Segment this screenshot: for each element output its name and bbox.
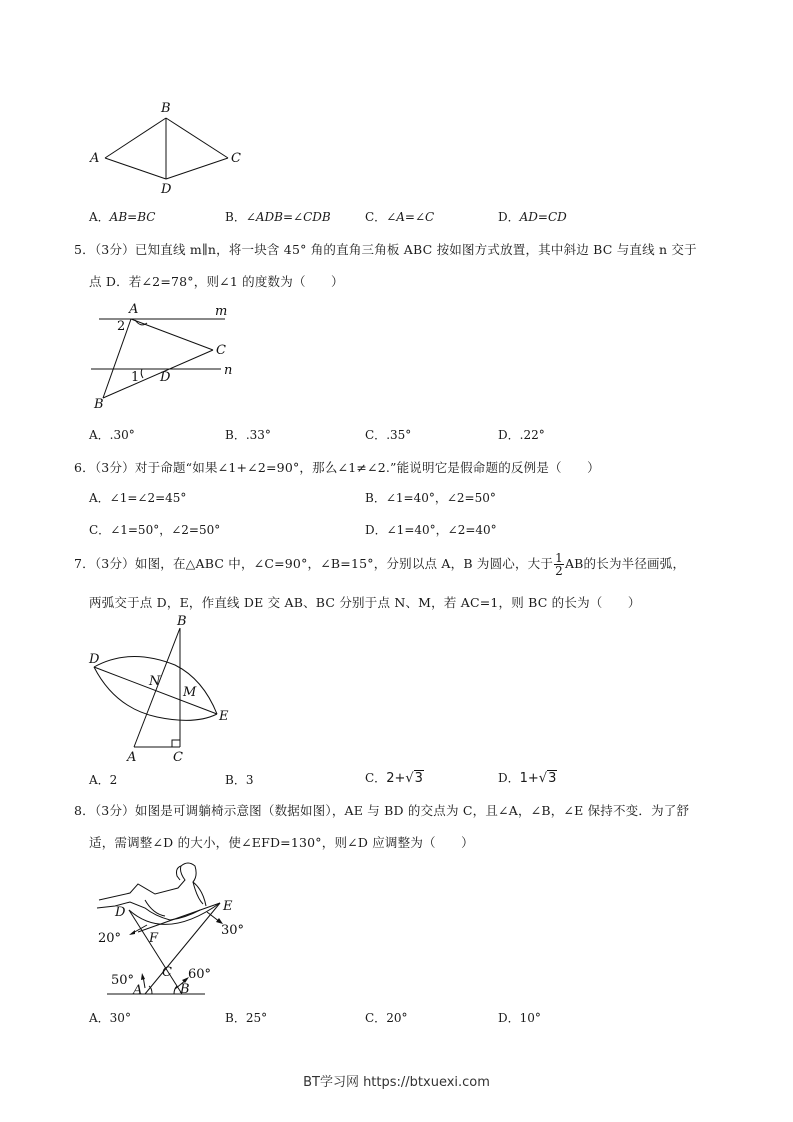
- sqrt-expression: 1+√3: [519, 771, 557, 786]
- option-letter: B．: [365, 491, 386, 505]
- option-text: .33°: [245, 428, 271, 442]
- label-B: B: [180, 982, 190, 997]
- q5-option-d[interactable]: [498, 426, 545, 443]
- option-letter: A．: [89, 491, 110, 505]
- q7-stem-line1: [74, 552, 685, 577]
- sqrt-prefix: 2+: [386, 771, 406, 786]
- q6-stem-line1: [74, 458, 600, 476]
- q8-option-c[interactable]: [365, 1009, 407, 1026]
- q7-option-b[interactable]: [225, 771, 253, 788]
- label-D: D: [115, 905, 126, 920]
- q7-stem-line2: [89, 593, 641, 611]
- option-letter: C．: [365, 1011, 387, 1025]
- q5-option-a[interactable]: [89, 426, 135, 443]
- option-letter: C．: [365, 210, 387, 224]
- option-letter: B．: [225, 773, 246, 787]
- footer-watermark[interactable]: BT学习网 https://btxuexi.com: [303, 1075, 490, 1090]
- label-C: C: [173, 750, 183, 765]
- label-A: A: [129, 302, 139, 317]
- option-text: AD=CD: [519, 210, 567, 224]
- label-E: E: [219, 709, 229, 724]
- q4-option-a[interactable]: [89, 208, 155, 225]
- question-number: 8．: [74, 803, 95, 818]
- label-C: C: [231, 151, 241, 166]
- option-letter: A．: [89, 773, 110, 787]
- label-angle-D-20: 20°: [98, 931, 122, 946]
- sqrt-radicand: 3: [414, 771, 423, 786]
- option-letter: D．: [498, 1011, 520, 1025]
- option-letter: B．: [225, 210, 246, 224]
- question-text: AB的长为半径画弧，: [564, 556, 686, 571]
- option-letter: C．: [89, 523, 111, 537]
- option-text: 20°: [386, 1011, 408, 1025]
- question-text: 点 D．若∠2=78°，则∠1 的度数为（ ）: [89, 274, 344, 289]
- label-angle-E-30: 30°: [221, 923, 245, 938]
- q8-figure-recliner-chair: [85, 858, 250, 1000]
- q5-option-c[interactable]: [365, 426, 411, 443]
- option-letter: A．: [89, 210, 110, 224]
- q6-option-b[interactable]: [365, 489, 496, 506]
- q6-option-c[interactable]: [89, 521, 220, 538]
- q5-option-b[interactable]: [225, 426, 271, 443]
- question-score: （3分）: [94, 242, 135, 257]
- question-score: （3分）: [94, 556, 135, 571]
- option-letter: A．: [89, 428, 110, 442]
- option-text: ∠1=40°，∠2=40°: [386, 523, 497, 537]
- option-letter: D．: [365, 523, 387, 537]
- question-score: （3分）: [94, 803, 135, 818]
- q6-option-a[interactable]: [89, 489, 186, 506]
- label-C: C: [162, 965, 172, 980]
- q7-figure-perpendicular-bisector: [85, 613, 245, 765]
- option-text: ∠ADB=∠CDB: [245, 210, 331, 224]
- option-text: ∠A=∠C: [386, 210, 435, 224]
- question-text: 如图是可调躺椅示意图（数据如图），AE 与 BD 的交点为 C，且∠A，∠B，∠E 保持不变．为了舒: [134, 803, 690, 818]
- option-text: ∠1=50°，∠2=50°: [110, 523, 221, 537]
- question-text: 已知直线 m∥n，将一块含 45° 角的直角三角板 ABC 按如图方式放置，其中斜边 BC 与直线 n 交于: [134, 242, 697, 257]
- label-n: n: [224, 363, 233, 378]
- q7-option-a[interactable]: [89, 771, 117, 788]
- q4-figure-quadrilateral: [85, 98, 245, 198]
- question-score: （3分）: [94, 460, 135, 475]
- question-text: 如图，在△ABC 中，∠C=90°，∠B=15°，分别以点 A，B 为圆心，大于: [134, 556, 554, 571]
- label-A: A: [90, 151, 100, 166]
- label-B: B: [94, 397, 104, 412]
- label-angle1: 1: [131, 370, 140, 385]
- q8-option-b[interactable]: [225, 1009, 267, 1026]
- fraction-one-half: [554, 552, 564, 577]
- option-text: ∠1=∠2=45°: [109, 491, 187, 505]
- label-B: B: [161, 101, 171, 116]
- q7-option-d[interactable]: [498, 769, 557, 786]
- question-number: 7．: [74, 556, 95, 571]
- option-letter: D．: [498, 771, 520, 785]
- q5-figure-parallel-lines-triangle: [85, 300, 245, 415]
- label-angle2: 2: [117, 319, 126, 334]
- q7-option-c[interactable]: [365, 769, 424, 786]
- q4-option-b[interactable]: [225, 208, 331, 225]
- option-text: 25°: [245, 1011, 268, 1025]
- sqrt-expression: 2+√3: [386, 771, 423, 786]
- question-text: 两弧交于点 D，E，作直线 DE 交 AB、BC 分别于点 N、M，若 AC=1，则 BC 的长为（ ）: [89, 595, 641, 610]
- option-letter: B．: [225, 428, 246, 442]
- option-letter: C．: [365, 771, 387, 785]
- fraction-denominator: 2: [555, 564, 563, 578]
- option-text: .30°: [109, 428, 135, 442]
- option-letter: D．: [498, 210, 520, 224]
- option-text: .22°: [519, 428, 545, 442]
- fraction-numerator: 1: [555, 551, 563, 565]
- q5-stem-line1: [74, 240, 697, 258]
- label-C: C: [216, 343, 226, 358]
- label-N: N: [149, 674, 161, 689]
- option-text: ∠1=40°，∠2=50°: [385, 491, 496, 505]
- option-text: 30°: [109, 1011, 131, 1025]
- option-letter: D．: [498, 428, 520, 442]
- q4-option-d[interactable]: [498, 208, 567, 225]
- q8-stem-line2: [89, 833, 474, 851]
- option-text: AB=BC: [109, 210, 156, 224]
- q5-stem-line2: [89, 272, 344, 290]
- sqrt-radicand: 3: [548, 771, 557, 786]
- option-letter: C．: [365, 428, 387, 442]
- question-number: 6．: [74, 460, 95, 475]
- q8-stem-line1: [74, 801, 689, 819]
- label-F: F: [149, 931, 159, 946]
- option-letter: B．: [225, 1011, 246, 1025]
- label-D: D: [160, 370, 171, 385]
- sqrt-prefix: 1+: [519, 771, 539, 786]
- option-text: .35°: [386, 428, 412, 442]
- q8-option-d[interactable]: [498, 1009, 541, 1026]
- label-angle-B-60: 60°: [188, 967, 212, 982]
- question-text: 适，需调整∠D 的大小，使∠EFD=130°，则∠D 应调整为（ ）: [89, 835, 474, 850]
- label-D: D: [89, 652, 100, 667]
- option-text: 2: [109, 773, 118, 787]
- q6-option-d[interactable]: [365, 521, 497, 538]
- label-A: A: [133, 983, 143, 998]
- label-D: D: [161, 182, 172, 197]
- label-E: E: [223, 899, 233, 914]
- option-text: 3: [245, 773, 254, 787]
- q8-option-a[interactable]: [89, 1009, 131, 1026]
- q4-option-c[interactable]: [365, 208, 434, 225]
- label-m: m: [215, 304, 228, 319]
- label-A: A: [127, 750, 137, 765]
- option-text: 10°: [519, 1011, 541, 1025]
- question-number: 5．: [74, 242, 95, 257]
- option-letter: A．: [89, 1011, 110, 1025]
- question-text: 对于命题“如果∠1+∠2=90°，那么∠1≠∠2.”能说明它是假命题的反例是（ ）: [134, 460, 600, 475]
- label-M: M: [183, 685, 197, 700]
- label-angle-A-50: 50°: [111, 973, 135, 988]
- label-B: B: [177, 614, 187, 629]
